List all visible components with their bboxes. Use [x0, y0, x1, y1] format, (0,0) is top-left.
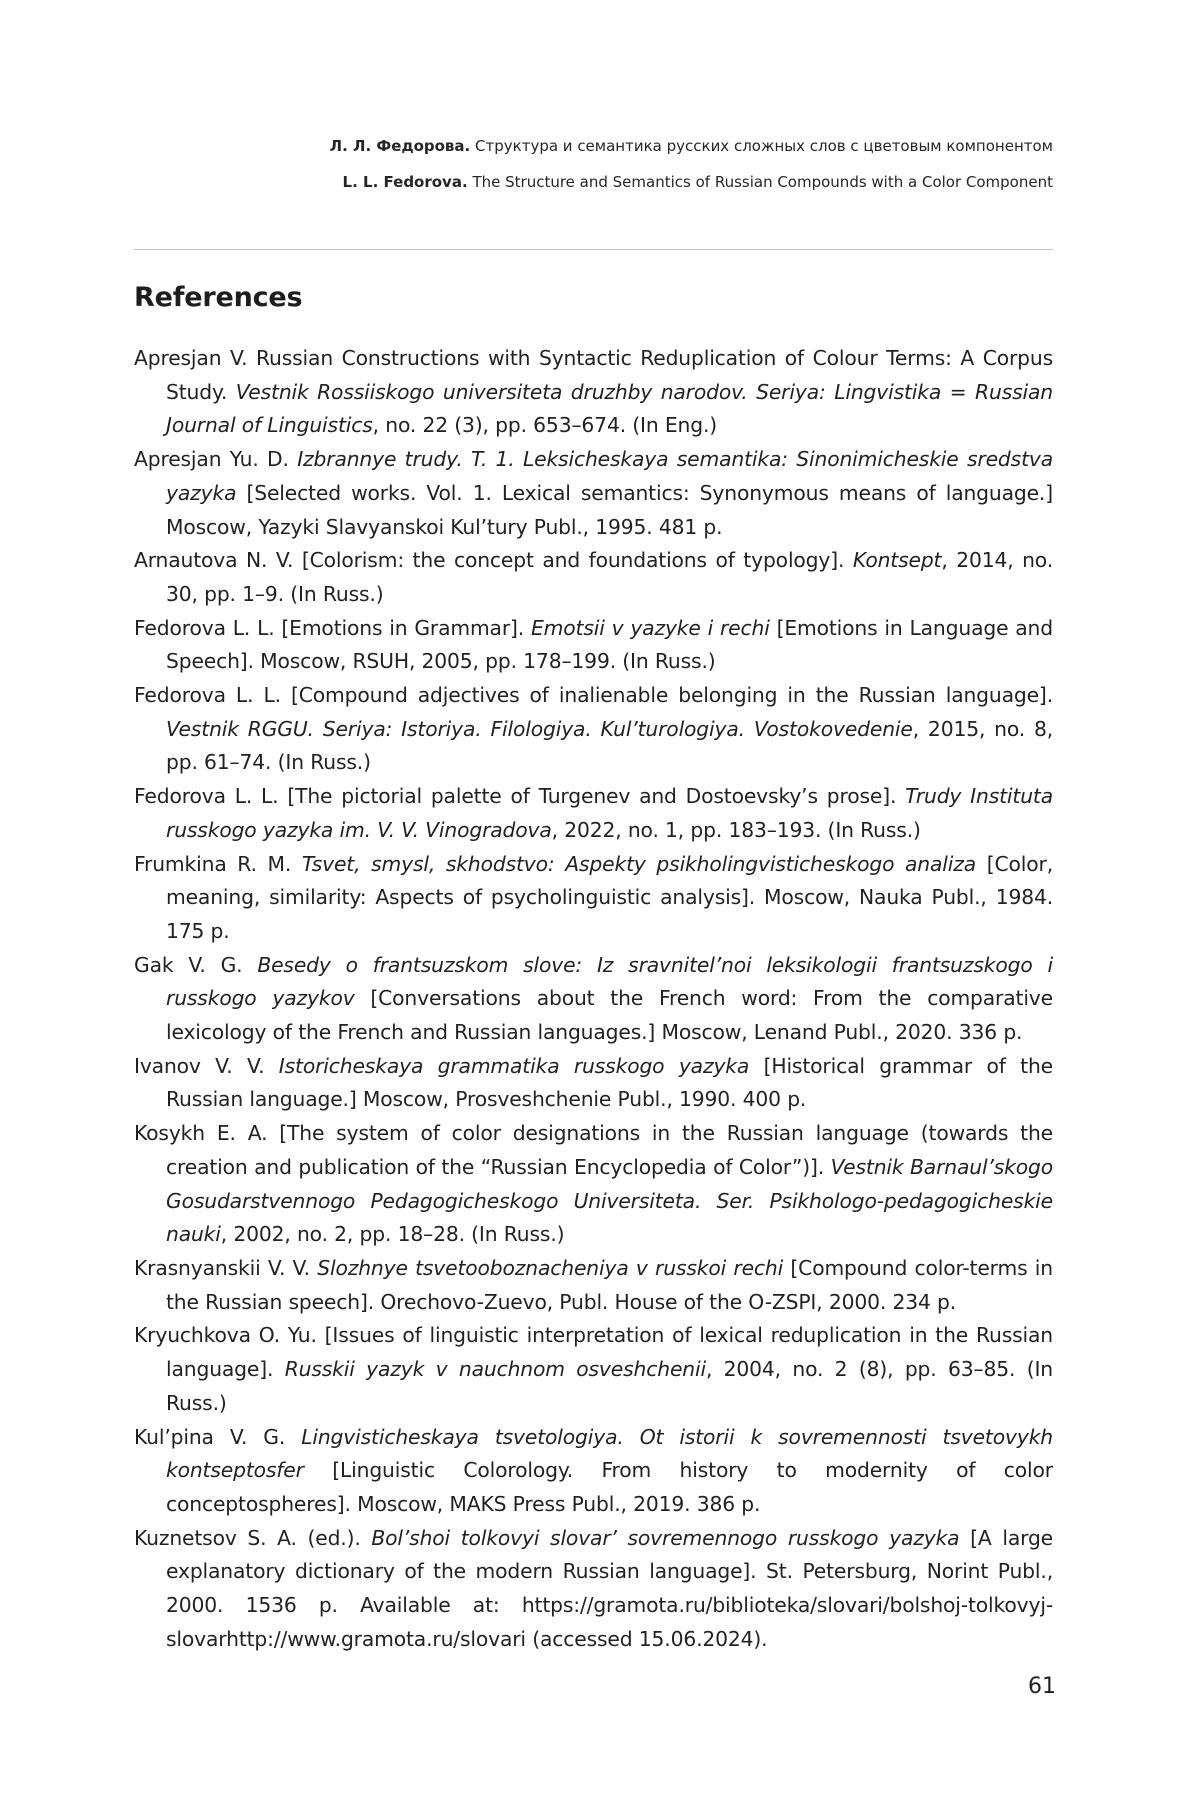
- reference-item: Gak V. G. Besedy o frantsuzskom slove: Iz sravnitel’noi leksikologii frantsuzskogo i russkogo yazykov [Conversations about the French word: From the comparative lexicology of the French and Russian languages.] Moscow, Lenand Publ., 2020. 336 p.: [134, 952, 1053, 1045]
- reference-item: Fedorova L. L. [Emotions in Grammar]. Emotsii v yazyke i rechi [Emotions in Language and Speech]. Moscow, RSUH, 2005, pp. 178–199. (In Russ.): [134, 615, 1053, 674]
- reference-item: Arnautova N. V. [Colorism: the concept and foundations of typology]. Kontsept, 2014, no. 30, pp. 1–9. (In Russ.): [134, 548, 1053, 606]
- running-header-ru: [330, 128, 1053, 164]
- running-header: [330, 128, 1053, 200]
- reference-item: Krasnyanskii V. V. Slozhnye tsvetooboznacheniya v russkoi rechi [Compound color-terms in the Russian speech]. Orechovo-Zuevo, Publ. House of the O-ZSPI, 2000. 234 p.: [134, 1255, 1053, 1314]
- header-title-en: The Structure and Semantics of Russian Compounds with a Color Component: [472, 173, 1053, 191]
- reference-item: Apresjan V. Russian Constructions with Syntactic Reduplication of Colour Terms: A Corpus Study. Vestnik Rossiiskogo universiteta druzhby narodov. Seriya: Lingvistika = Russian Journal of Linguistics, no. 22 (3), pp. 653–674. (In Eng.): [134, 346, 1053, 438]
- section-title: References: [134, 282, 303, 313]
- reference-item: Kosykh E. A. [The system of color designations in the Russian language (towards the creation and publication of the “Russian Encyclopedia of Color”)]. Vestnik Barnaul’skogo Gosudarstvennogo Pedagogicheskogo Universiteta. Ser. Psikhologo-pedagogicheskie nauki, 2002, no. 2, pp. 18–28. (In Russ.): [134, 1121, 1053, 1247]
- reference-item: Kryuchkova O. Yu. [Issues of linguistic interpretation of lexical reduplication in the Russian language]. Russkii yazyk v nauchnom osveshchenii, 2004, no. 2 (8), pp. 63–85. (In Russ.): [134, 1323, 1053, 1415]
- reference-item: Kuznetsov S. A. (ed.). Bol’shoi tolkovyi slovar’ sovremennogo russkogo yazyka [A large explanatory dictionary of the modern Russian language]. St. Petersburg, Norint Publ., 2000. 1536 p. Available at: https://gramota.ru/biblioteka/slovari/bolshoj-tolkovyj-slovarhttp://www.gramota.ru/slovari (accessed 15.06.2024).: [134, 1525, 1053, 1651]
- reference-item: Frumkina R. M. Tsvet, smysl, skhodstvo: Aspekty psikholingvisticheskogo analiza [Color, meaning, similarity: Aspects of psycholinguistic analysis]. Moscow, Nauka Publ., 1984. 175 p.: [134, 851, 1054, 943]
- reference-list: [134, 342, 1053, 1656]
- header-title-ru: Структура и семантика русских сложных слов с цветовым компонентом: [475, 137, 1053, 155]
- reference-item: Kul’pina V. G. Lingvisticheskaya tsvetologiya. Ot istorii k sovremennosti tsvetovykh kontseptosfer [Linguistic Colorology. From history to modernity of color conceptospheres]. Moscow, MAKS Press Publ., 2019. 386 p.: [134, 1424, 1053, 1516]
- running-header-en: [330, 164, 1053, 200]
- reference-item: Fedorova L. L. [The pictorial palette of Turgenev and Dostoevsky’s prose]. Trudy Instituta russkogo yazyka im. V. V. Vinogradova, 2022, no. 1, pp. 183–193. (In Russ.): [134, 784, 1053, 842]
- reference-item: Fedorova L. L. [Compound adjectives of inalienable belonging in the Russian language]. Vestnik RGGU. Seriya: Istoriya. Filologiya. Kul’turologiya. Vostokovedenie, 2015, no. 8, pp. 61–74. (In Russ.): [134, 683, 1054, 775]
- header-author-ru: Л. Л. Федорова.: [329, 137, 471, 155]
- reference-item: Apresjan Yu. D. Izbrannye trudy. T. 1. Leksicheskaya semantika: Sinonimicheskie sredstva yazyka [Selected works. Vol. 1. Lexical semantics: Synonymous means of language.] Moscow, Yazyki Slavyanskoi Kul’tury Publ., 1995. 481 p.: [134, 447, 1053, 539]
- page-number: 61: [1028, 1674, 1056, 1699]
- header-author-en: L. L. Fedorova.: [342, 173, 468, 191]
- reference-item: Ivanov V. V. Istoricheskaya grammatika russkogo yazyka [Historical grammar of the Russian language.] Moscow, Prosveshchenie Publ., 1990. 400 p.: [134, 1053, 1053, 1112]
- header-divider: [134, 249, 1053, 250]
